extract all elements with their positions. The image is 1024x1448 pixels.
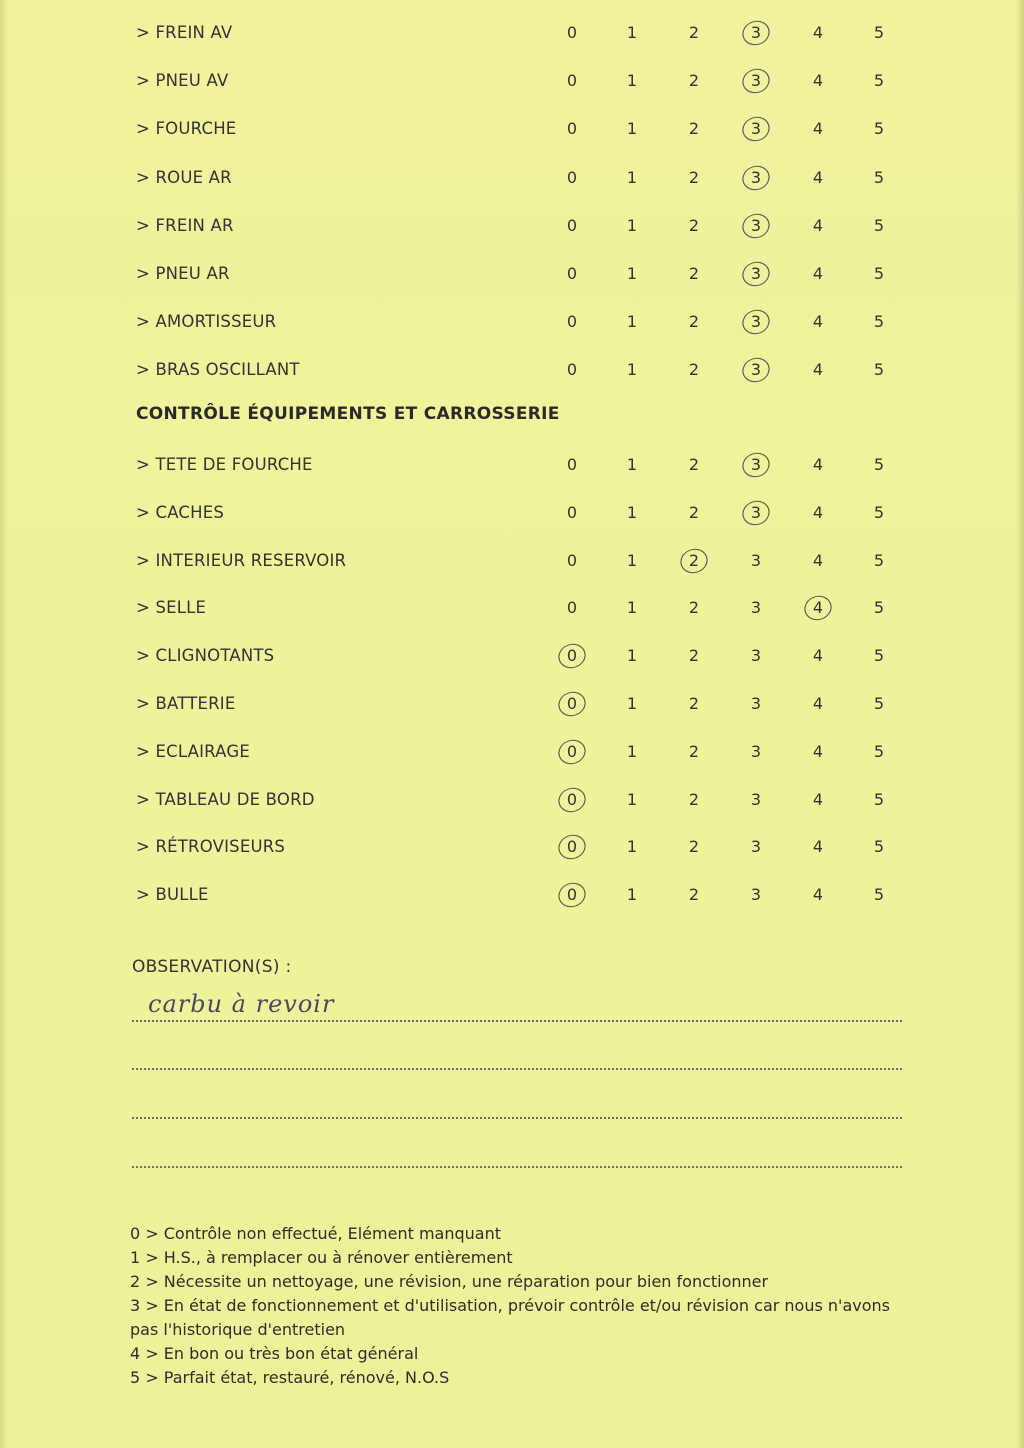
legend-item-1: 1 > H.S., à remplacer ou à rénover entièrement: [130, 1248, 513, 1267]
score-option[interactable]: 2: [688, 694, 700, 713]
rating-row-label: > FREIN AR: [136, 215, 234, 235]
score-option[interactable]: 3: [750, 885, 762, 905]
rating-row: [0, 450, 1024, 480]
rating-row-label: > TABLEAU DE BORD: [136, 789, 315, 809]
rating-row: [0, 355, 1024, 385]
score-option[interactable]: 0: [566, 167, 578, 187]
score-option[interactable]: 1: [626, 215, 638, 235]
score-option[interactable]: 4: [812, 360, 824, 380]
rating-row: [0, 18, 1024, 48]
score-option[interactable]: 3: [750, 646, 762, 666]
observation-line-3: [132, 1117, 902, 1119]
score-option[interactable]: 4: [812, 23, 824, 42]
score-option[interactable]: 4: [812, 837, 824, 857]
score-option-selected[interactable]: 3: [741, 355, 771, 385]
score-option-selected[interactable]: 0: [557, 785, 587, 815]
score-option[interactable]: 0: [566, 360, 578, 380]
score-option[interactable]: 2: [688, 23, 700, 42]
score-option[interactable]: 1: [626, 312, 638, 332]
rating-row-label: > BATTERIE: [136, 694, 236, 713]
rating-row: [0, 307, 1024, 337]
rating-row: [0, 689, 1024, 719]
score-option[interactable]: 4: [812, 167, 824, 187]
legend-item-0: 0 > Contrôle non effectué, Elément manquant: [130, 1224, 501, 1243]
score-option-selected[interactable]: 3: [741, 259, 771, 289]
score-option[interactable]: 5: [873, 598, 885, 618]
score-option[interactable]: 0: [566, 215, 578, 235]
score-option[interactable]: 4: [812, 885, 824, 905]
score-option[interactable]: 1: [626, 837, 638, 857]
score-option[interactable]: 2: [688, 885, 700, 905]
score-option[interactable]: 2: [688, 646, 700, 666]
score-option[interactable]: 2: [688, 502, 700, 522]
observations-handwritten-note: carbu à revoir: [148, 990, 335, 1018]
rating-row: [0, 546, 1024, 576]
score-option[interactable]: 1: [626, 167, 638, 187]
score-option[interactable]: 5: [873, 23, 885, 42]
rating-row: [0, 641, 1024, 671]
score-option[interactable]: 4: [812, 71, 824, 91]
score-option[interactable]: 3: [750, 741, 762, 761]
legend-item-5: 5 > Parfait état, restauré, rénové, N.O.S: [130, 1368, 450, 1387]
score-option-selected[interactable]: 3: [741, 450, 771, 480]
rating-row-label: > RÉTROVISEURS: [136, 837, 286, 857]
score-option[interactable]: 1: [626, 598, 638, 618]
rating-row-label: > ECLAIRAGE: [136, 741, 250, 761]
observation-line-2: [132, 1068, 902, 1070]
score-option[interactable]: 2: [688, 789, 700, 809]
legend-item-2: 2 > Nécessite un nettoyage, une révision, une réparation pour bien fonctionner: [130, 1272, 769, 1291]
rating-row: [0, 66, 1024, 96]
score-option[interactable]: 3: [750, 837, 762, 857]
score-option[interactable]: 1: [626, 455, 638, 474]
score-option[interactable]: 5: [873, 885, 885, 905]
score-option-selected[interactable]: 3: [741, 18, 771, 48]
score-option[interactable]: 4: [812, 550, 824, 570]
score-option[interactable]: 1: [626, 119, 638, 139]
score-option[interactable]: 0: [566, 502, 578, 522]
score-option[interactable]: 3: [750, 789, 762, 809]
rating-row: [0, 880, 1024, 910]
score-option[interactable]: 0: [566, 264, 578, 283]
score-option[interactable]: 5: [873, 455, 885, 474]
score-option[interactable]: 5: [873, 119, 885, 139]
score-option[interactable]: 2: [688, 455, 700, 474]
score-option-selected[interactable]: 0: [557, 832, 587, 862]
rating-row: [0, 737, 1024, 767]
score-option-selected[interactable]: 3: [741, 66, 771, 96]
score-option[interactable]: 1: [626, 502, 638, 522]
score-option[interactable]: 4: [812, 119, 824, 139]
score-option[interactable]: 4: [812, 502, 824, 522]
score-option-selected[interactable]: 0: [557, 737, 587, 767]
score-option[interactable]: 2: [688, 119, 700, 139]
score-option[interactable]: 2: [688, 741, 700, 761]
score-option-selected[interactable]: 4: [803, 593, 833, 623]
score-option[interactable]: 1: [626, 550, 638, 570]
rating-row: [0, 211, 1024, 241]
rating-row-label: > ROUE AR: [136, 167, 232, 187]
score-option[interactable]: 5: [873, 646, 885, 666]
score-option[interactable]: 0: [566, 71, 578, 91]
score-option[interactable]: 3: [750, 694, 762, 713]
score-option[interactable]: 5: [873, 360, 885, 380]
score-option-selected[interactable]: 0: [557, 641, 587, 671]
score-option[interactable]: 0: [566, 119, 578, 139]
score-option-selected[interactable]: 3: [741, 211, 771, 241]
rating-row-label: > INTERIEUR RESERVOIR: [136, 550, 347, 570]
score-option[interactable]: 4: [812, 264, 824, 283]
score-option[interactable]: 1: [626, 885, 638, 905]
scoring-legend: [130, 1222, 900, 1390]
score-option-selected[interactable]: 0: [557, 689, 587, 719]
rating-row-label: > BULLE: [136, 885, 209, 905]
score-option[interactable]: 4: [812, 789, 824, 809]
score-option[interactable]: 2: [688, 360, 700, 380]
observation-line-1: [132, 1020, 902, 1022]
observation-line-4: [132, 1166, 902, 1168]
score-option[interactable]: 5: [873, 837, 885, 857]
score-option[interactable]: 2: [688, 837, 700, 857]
score-option[interactable]: 5: [873, 312, 885, 332]
rating-row: [0, 259, 1024, 289]
score-option[interactable]: 4: [812, 741, 824, 761]
score-option-selected[interactable]: 3: [741, 498, 771, 528]
score-option[interactable]: 3: [750, 598, 762, 618]
rating-row: [0, 114, 1024, 144]
score-option-selected[interactable]: 0: [557, 880, 587, 910]
score-option[interactable]: 4: [812, 312, 824, 332]
score-option[interactable]: 2: [688, 264, 700, 283]
score-option[interactable]: 2: [688, 312, 700, 332]
score-option[interactable]: 2: [688, 598, 700, 618]
score-option[interactable]: 5: [873, 167, 885, 187]
rating-row-label: > CLIGNOTANTS: [136, 646, 275, 666]
score-option[interactable]: 5: [873, 502, 885, 522]
score-option[interactable]: 0: [566, 455, 578, 474]
score-option[interactable]: 1: [626, 71, 638, 91]
score-option[interactable]: 2: [688, 167, 700, 187]
section-title: CONTRÔLE ÉQUIPEMENTS ET CARROSSERIE: [136, 404, 560, 424]
rating-row-label: > BRAS OSCILLANT: [136, 360, 300, 380]
rating-row-label: > CACHES: [136, 502, 225, 522]
rating-row-label: > TETE DE FOURCHE: [136, 455, 313, 474]
score-option[interactable]: 4: [812, 455, 824, 474]
rating-row: [0, 163, 1024, 193]
score-option-selected[interactable]: 2: [679, 546, 709, 576]
rating-row-label: > SELLE: [136, 598, 207, 618]
score-option-selected[interactable]: 3: [741, 114, 771, 144]
observations-title: OBSERVATION(S) :: [132, 957, 292, 977]
legend-item-3: 3 > En état de fonctionnement et d'utilisation, prévoir contrôle et/ou révision car nous n'avons pas l'historique d'entretien: [130, 1296, 890, 1339]
rating-row-label: > PNEU AV: [136, 71, 229, 91]
score-option-selected[interactable]: 3: [741, 163, 771, 193]
score-option[interactable]: 1: [626, 789, 638, 809]
rating-row: [0, 832, 1024, 862]
score-option[interactable]: 0: [566, 23, 578, 42]
rating-row: [0, 593, 1024, 623]
legend-item-4: 4 > En bon ou très bon état général: [130, 1344, 419, 1363]
rating-row-label: > FREIN AV: [136, 23, 233, 42]
score-option[interactable]: 3: [750, 550, 762, 570]
score-option[interactable]: 1: [626, 264, 638, 283]
score-option[interactable]: 4: [812, 646, 824, 666]
score-option[interactable]: 0: [566, 550, 578, 570]
score-option[interactable]: 2: [688, 215, 700, 235]
score-option[interactable]: 5: [873, 694, 885, 713]
rating-row: [0, 498, 1024, 528]
rating-row-label: > PNEU AR: [136, 264, 230, 283]
score-option[interactable]: 1: [626, 23, 638, 42]
score-option[interactable]: 5: [873, 741, 885, 761]
score-option[interactable]: 5: [873, 789, 885, 809]
score-option[interactable]: 0: [566, 598, 578, 618]
rating-row: [0, 785, 1024, 815]
score-option[interactable]: 5: [873, 264, 885, 283]
score-option[interactable]: 1: [626, 741, 638, 761]
rating-row-label: > FOURCHE: [136, 119, 237, 139]
score-option[interactable]: 4: [812, 694, 824, 713]
rating-row-label: > AMORTISSEUR: [136, 312, 277, 332]
score-option[interactable]: 5: [873, 550, 885, 570]
score-option[interactable]: 5: [873, 215, 885, 235]
score-option[interactable]: 2: [688, 71, 700, 91]
score-option[interactable]: 5: [873, 71, 885, 91]
score-option[interactable]: 0: [566, 312, 578, 332]
score-option[interactable]: 1: [626, 646, 638, 666]
score-option-selected[interactable]: 3: [741, 307, 771, 337]
score-option[interactable]: 4: [812, 215, 824, 235]
score-option[interactable]: 1: [626, 694, 638, 713]
score-option[interactable]: 1: [626, 360, 638, 380]
